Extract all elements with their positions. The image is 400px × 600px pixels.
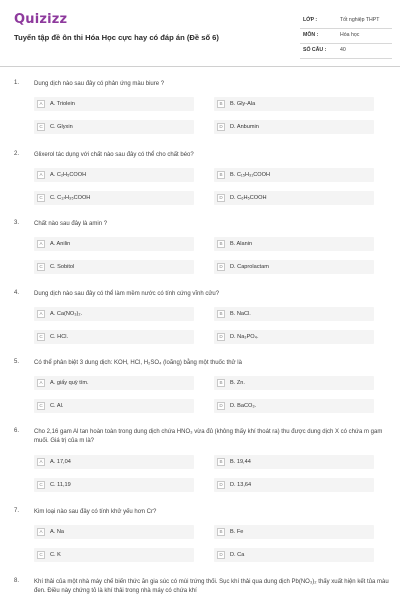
option-text: C. 11,19 xyxy=(50,482,71,488)
option-letter-box: D xyxy=(217,333,225,341)
option-text: D. Caprolactam xyxy=(230,264,269,270)
option-text: A. Triolein xyxy=(50,101,75,107)
option-letter-box: C xyxy=(37,333,45,341)
option-letter-box: B xyxy=(217,240,225,248)
option-text: D. 13,64 xyxy=(230,482,252,488)
option-text: C. C₁₇H₃₅COOH xyxy=(50,195,91,201)
option-c[interactable] xyxy=(34,260,194,274)
question-text: Dung dịch nào sau đây có thể làm mềm nước có tính cứng vĩnh cửu? xyxy=(34,291,220,297)
option-text: A. Anilin xyxy=(50,241,71,247)
page-header xyxy=(0,0,400,66)
option-d[interactable] xyxy=(214,191,374,205)
option-a[interactable] xyxy=(34,525,194,539)
option-letter-box: A xyxy=(37,310,45,318)
option-text: C. K xyxy=(50,552,61,558)
option-d[interactable] xyxy=(214,260,374,274)
option-a[interactable] xyxy=(34,307,194,321)
option-letter-box: C xyxy=(37,481,45,489)
question-text: Chất nào sau đây là amin ? xyxy=(34,221,108,227)
option-c[interactable] xyxy=(34,548,194,562)
option-letter-box: B xyxy=(217,171,225,179)
meta-value: 40 xyxy=(340,47,346,53)
option-text: B. Zn. xyxy=(230,380,245,386)
option-d[interactable] xyxy=(214,399,374,413)
option-letter-box: A xyxy=(37,528,45,536)
option-letter-box: A xyxy=(37,100,45,108)
option-letter-box: C xyxy=(37,551,45,559)
meta-label: SỐ CÂU : xyxy=(303,47,327,53)
option-letter-box: C xyxy=(37,123,45,131)
option-letter-box: D xyxy=(217,123,225,131)
option-c[interactable] xyxy=(34,191,194,205)
option-text: B. NaCl. xyxy=(230,311,251,317)
option-b[interactable] xyxy=(214,237,374,251)
option-b[interactable] xyxy=(214,525,374,539)
option-text: D. Na₃PO₄. xyxy=(230,334,259,340)
meta-label: LỚP : xyxy=(303,17,318,23)
option-text: A. 17,04 xyxy=(50,459,71,465)
option-letter-box: C xyxy=(37,263,45,271)
option-b[interactable] xyxy=(214,455,374,469)
option-letter-box: C xyxy=(37,194,45,202)
option-letter-box: A xyxy=(37,379,45,387)
question-number: 5. xyxy=(14,359,20,365)
question-number: 3. xyxy=(14,220,20,226)
option-c[interactable] xyxy=(34,478,194,492)
header-divider xyxy=(0,66,400,67)
option-a[interactable] xyxy=(34,455,194,469)
meta-row-count xyxy=(300,44,392,59)
option-text: C. Sobitol xyxy=(50,264,75,270)
option-letter-box: D xyxy=(217,551,225,559)
option-a[interactable] xyxy=(34,97,194,111)
option-text: B. Gly-Ala xyxy=(230,101,256,107)
option-letter-box: B xyxy=(217,379,225,387)
meta-value: Hóa học xyxy=(340,32,360,38)
option-d[interactable] xyxy=(214,330,374,344)
option-b[interactable] xyxy=(214,307,374,321)
option-letter-box: B xyxy=(217,528,225,536)
option-text: B. Alanin xyxy=(230,241,253,247)
option-text: B. Fe xyxy=(230,529,244,535)
question-number: 7. xyxy=(14,508,20,514)
question-text: Cho 2,16 gam Al tan hoàn toàn trong dung dịch chứa HNO₃ vừa đủ (không thấy khí thoát ra) thu được dung dịch X có chứa m gam muối. Giá trị của m là? xyxy=(34,429,383,444)
option-b[interactable] xyxy=(214,97,374,111)
quizizz-logo: Quizizz xyxy=(14,12,68,27)
question-text: Dung dịch nào sau đây có phản ứng màu biure ? xyxy=(34,81,165,87)
option-a[interactable] xyxy=(34,168,194,182)
meta-table xyxy=(300,14,392,59)
option-letter-box: D xyxy=(217,263,225,271)
option-c[interactable] xyxy=(34,120,194,134)
option-letter-box: B xyxy=(217,458,225,466)
meta-row-subject xyxy=(300,29,392,44)
option-text: A. Na xyxy=(50,529,64,535)
option-text: C. HCl. xyxy=(50,334,69,340)
question-text: Glixerol tác dụng với chất nào sau đây có thể cho chất béo? xyxy=(34,152,194,158)
option-letter-box: A xyxy=(37,240,45,248)
option-text: D. C₆H₅COOH xyxy=(230,195,267,201)
option-text: B. C₁₅H₃₁COOH xyxy=(230,172,271,178)
option-c[interactable] xyxy=(34,330,194,344)
option-d[interactable] xyxy=(214,120,374,134)
meta-value: Tốt nghiệp THPT xyxy=(340,17,380,23)
option-letter-box: D xyxy=(217,481,225,489)
question-number: 4. xyxy=(14,290,20,296)
option-text: C. Al. xyxy=(50,403,64,409)
option-a[interactable] xyxy=(34,237,194,251)
option-text: D. Anbumin xyxy=(230,124,259,130)
question-text: Có thể phân biệt 3 dung dịch: KOH, HCl, H₂SO₄ (loãng) bằng một thuốc thử là xyxy=(34,360,242,366)
option-text: A. C₂H₅COOH xyxy=(50,172,87,178)
question-number: 6. xyxy=(14,428,20,434)
question-text: Khí thải của một nhà máy chế biến thức ăn gia súc có mùi trứng thối. Sục khí thải qua dung dịch Pb(NO₃)₂ thấy xuất hiện kết tủa màu đen. Điều này chứng tỏ là khí thải trong nhà máy có chứa khí xyxy=(34,579,389,594)
option-text: B. 19,44 xyxy=(230,459,251,465)
option-letter-box: B xyxy=(217,100,225,108)
option-d[interactable] xyxy=(214,548,374,562)
option-text: D. BaCO₃. xyxy=(230,403,257,409)
option-b[interactable] xyxy=(214,376,374,390)
question-text: Kim loại nào sau đây có tính khử yếu hơn Cr? xyxy=(34,509,157,515)
option-letter-box: A xyxy=(37,171,45,179)
question-number: 2. xyxy=(14,151,20,157)
meta-row-class xyxy=(300,14,392,29)
meta-label: MÔN : xyxy=(303,32,319,38)
question-number: 8. xyxy=(14,578,20,584)
option-text: A. Ca(NO₃)₂. xyxy=(50,311,83,317)
option-letter-box: C xyxy=(37,402,45,410)
option-c[interactable] xyxy=(34,399,194,413)
option-letter-box: B xyxy=(217,310,225,318)
option-a[interactable] xyxy=(34,376,194,390)
document-title: Tuyển tập đề ôn thi Hóa Học cực hay có đáp án (Đề số 6) xyxy=(14,33,219,42)
option-letter-box: A xyxy=(37,458,45,466)
option-text: C. Glyxin xyxy=(50,124,73,130)
option-d[interactable] xyxy=(214,478,374,492)
option-b[interactable] xyxy=(214,168,374,182)
option-text: A. giấy quỳ tím. xyxy=(50,380,89,386)
option-letter-box: D xyxy=(217,402,225,410)
question-number: 1. xyxy=(14,80,20,86)
option-letter-box: D xyxy=(217,194,225,202)
option-text: D. Ca xyxy=(230,552,245,558)
